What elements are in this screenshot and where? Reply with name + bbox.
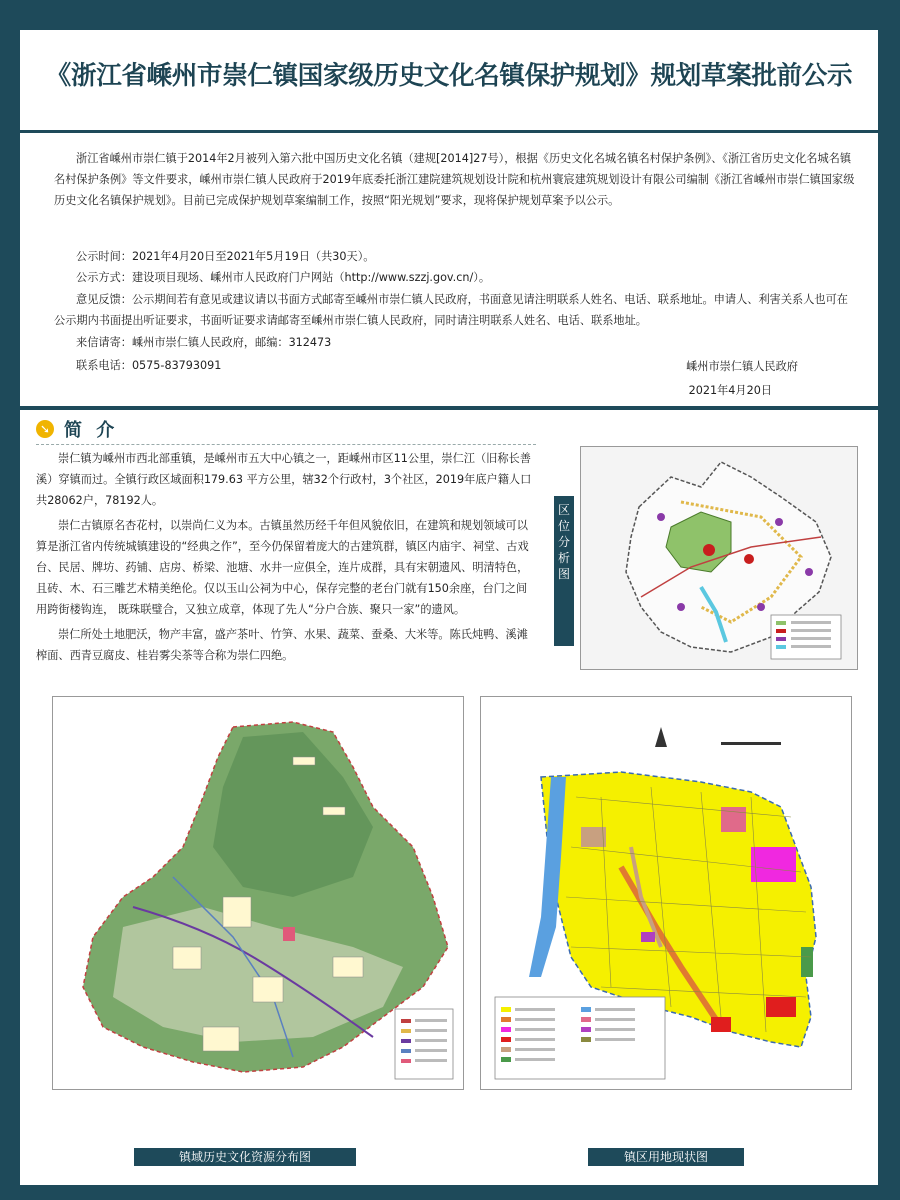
notice-feedback: 意见反馈：公示期间若有意见或建议请以书面方式邮寄至嵊州市崇仁镇人民政府，书面意见请注明联系人姓名、电话、联系地址。申请人、利害关系人也可在公示期内书面提出听证要求，书面听证要求请邮寄至嵊州市崇仁镇人民政府，同时请注明联系人姓名、电话、联系地址。 (54, 293, 848, 327)
notice-section (20, 134, 878, 406)
location-map-label: 区位分析图 (554, 496, 574, 646)
notice-phone: 联系电话：0575-83793091 (76, 359, 222, 372)
landuse-map (480, 696, 852, 1090)
location-map (580, 446, 858, 670)
section-divider (20, 406, 878, 410)
intro-text (36, 448, 534, 670)
resource-map-graphic (53, 697, 463, 1089)
notice-paragraph: 浙江省嵊州市崇仁镇于2014年2月被列入第六批中国历史文化名镇（建规[2014]27号），根据《历史文化名城名镇名村保护条例》、《浙江省历史文化名城名镇名村保护条例》等文件要求，嵊州市崇仁镇人民政府于2019年底委托浙江建院建筑规划设计院和杭州寰宸建筑规划设计有限公司编制《浙江省嵊州市崇仁镇国家级历史文化名镇保护规划》。目前已完成保护规划草案编制工作，按照“阳光规划”要求，现将保护规划草案予以公示。 (54, 152, 855, 207)
intro-title: 简 介 (64, 420, 119, 441)
signature-org: 嵊州市崇仁镇人民政府 (686, 360, 798, 373)
title-bar (20, 30, 878, 133)
intro-rule (36, 444, 536, 445)
landuse-map-caption: 镇区用地现状图 (588, 1148, 744, 1166)
arrow-icon: ➘ (36, 420, 54, 438)
resource-map-caption: 镇域历史文化资源分布图 (134, 1148, 356, 1166)
poster-panel (20, 30, 878, 1185)
notice-mail: 来信请寄：嵊州市崇仁镇人民政府，邮编：312473 (76, 336, 332, 349)
page-title: 《浙江省嵊州市崇仁镇国家级历史文化名镇保护规划》规划草案批前公示 (45, 61, 853, 91)
landuse-map-graphic (481, 697, 851, 1089)
intro-paragraph-1: 崇仁镇为嵊州市西北部重镇，是嵊州市五大中心镇之一，距嵊州市区11公里，崇仁江（旧称长善溪）穿镇而过。全镇行政区域面积179.63 平方公里，辖32个行政村，3个社区，2019年底户籍人口共28062户，78192人。 (36, 452, 532, 507)
resource-map (52, 696, 464, 1090)
location-map-graphic (581, 447, 857, 669)
intro-paragraph-3: 崇仁所处土地肥沃，物产丰富，盛产茶叶、竹笋、水果、蔬菜、蚕桑、大米等。陈氏炖鸭、溪滩榨面、西青豆腐皮、桂岩雾尖茶等合称为崇仁四绝。 (36, 628, 528, 662)
signature-date: 2021年4月20日 (688, 384, 772, 397)
intro-paragraph-2: 崇仁古镇原名杏花村，以崇尚仁义为本。古镇虽然历经千年但风貌依旧，在建筑和规划领域可以算是浙江省内传统城镇建设的“经典之作”，至今仍保留着庞大的古建筑群，镇区内庙宇、祠堂、古戏台、民居、牌坊、药铺、店房、桥梁、池塘、水井一应俱全，连片成群，具有宋朝遗风、明清特色，且砖、木、石三雕艺术精美绝伦。仅以玉山公祠为中心，保存完整的老台门就有150余座，台门之间用跨街楼钩连， 既珠联璧合，又独立成章，体现了先人“分户合族、聚只一家”的遗风。 (36, 519, 529, 616)
notice-time: 公示时间：2021年4月20日至2021年5月19日（共30天）。 (76, 250, 375, 263)
notice-method: 公示方式：建设项目现场、嵊州市人民政府门户网站（http://www.szzj.gov.cn/）。 (76, 271, 491, 284)
